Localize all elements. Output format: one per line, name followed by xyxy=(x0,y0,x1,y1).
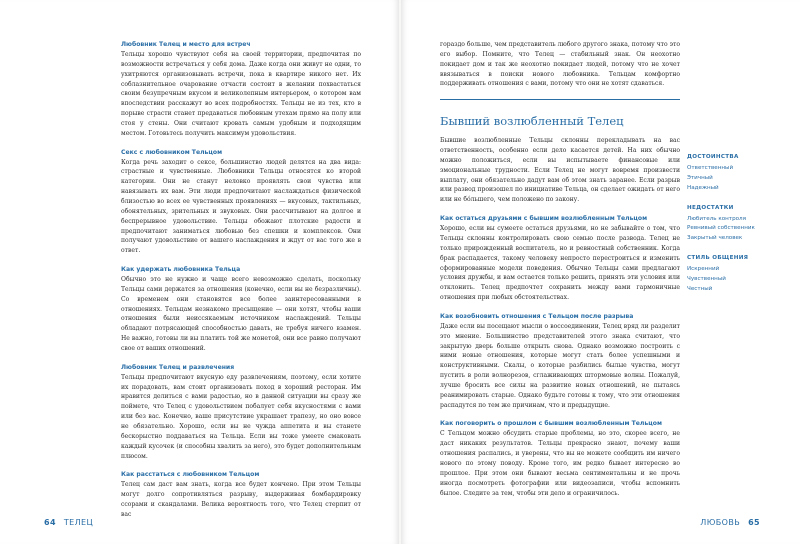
right-text-column xyxy=(440,40,680,498)
left-text-column xyxy=(121,40,361,520)
title-divider xyxy=(440,99,680,100)
section-sex xyxy=(121,148,361,256)
section-past xyxy=(440,419,680,498)
section-renew xyxy=(440,312,680,411)
section-text: Тельцы предпочитают вкусную еду развлечениям, поэтому, если хотите их порадовать, вам стоит организовать поход в хороший ресторан. Им нравится делиться с вами радостью, но в данной ситуации вы сразу же поймете, что Телец с удовольствием побалует себя вкусностями с вами или без вас. Конечно, ваше присутствие украшает трапезу, но оно вовсе не обязательно. Хорошо, если вы не чужда аппетита и вы станете бескорыстно поддаваться на Тельца. Если вы тоже умеете смаковать каждый кусочек (и способны хвалить за него), это будет дополнительным плюсом. xyxy=(121,373,361,460)
page-title: Бывший возлюбленный Телец xyxy=(440,114,624,129)
section-heading: Секс с любовником Тельцом xyxy=(121,148,223,156)
sidebar-item: Ответственный xyxy=(687,164,734,171)
section-heading: Любовник Телец и место для встреч xyxy=(121,41,251,48)
sidebar-heading: НЕДОСТАТКИ xyxy=(687,204,734,211)
section-text: Тельцы хорошо чувствуют себя на своей территории, предпочитая по возможности встречаться у себя дома. Даже когда они живут не одни, то ухитряются организовывать встречи, пока в квартире никого нет. Их соблазнительное очарование отчасти состоит в желании похвастаться своим безупречным вкусом и великолепным интерьером, о котором вам впоследствии расскажут во всех подробностях. Тельцы не из тех, кто в порыве страсти станет предаваться любовным утехам прямо на полу или стоя у стены. Они считают кровать самым удобным и подходящим местом. Готовьтесь получить максимум удовольствия. xyxy=(121,51,361,137)
section-text: С Тельцом можно обсудить старые проблемы, но это, скорее всего, не даст никаких результатов. Тельцы прекрасно знают, почему ваши отношения распались, и уверены, что вы не можете сообщить им ничего нового по этому поводу. Кроме того, им редко бывает интересно во прошлое. При этом они бывают весьма сентиментальны и не прочь иногда посмотреть фотографии или видеозаписи, чтобы вспомнить былое. Следите за тем, чтобы эти дело и ограничилось. xyxy=(440,430,680,497)
section-heading: Как расстаться с любовником Тельцом xyxy=(121,471,260,479)
left-footer xyxy=(44,518,93,527)
sidebar-item: Ревнивый собственник xyxy=(687,225,755,232)
section-text: Когда речь заходит о сексе, большинство людей делятся на два вида: страстные и чувственные. Любовники Тельцы относятся ко второй категории. Они не станут неловко проявлять свои чувства или навязывать их вам. Эти люди предпочитают наслаждаться физической близостью во всех ее чувственных проявлениях — вкусовых, тактильных, обонятельных, зрительных и звуковых. Они рассчитывают на долгое и беспрерывное удовольствие. Тельцы обожают плотские радости и предпочитают заниматься любовью без спешки и комплексов. Они получают удовольствие от вашего наслаждения и ждут от вас того же в ответ. xyxy=(121,158,361,255)
sidebar-item: Любитель контроля xyxy=(687,215,746,222)
sidebar-item: Честный xyxy=(687,285,713,292)
running-title: ЛЮБОВЬ xyxy=(700,518,741,527)
right-page xyxy=(401,0,800,544)
sidebar-group-communication xyxy=(687,254,777,295)
sidebar-group-strengths xyxy=(687,153,777,194)
continued-text: гораздо больше, чем представитель любого другого знака, потому что это его выбор. Помните, что Телец — стабильный знак. Он неохотно покидает дом и так же неохотно покидает людей, потому что не хочет ввязываться в поиски нового любовника. Тельцам комфортно поддерживать отношения с вами, потому что они не хотят сдаваться. xyxy=(440,41,680,88)
page-number: 64 xyxy=(44,518,56,527)
sidebar-item: Этичный xyxy=(687,174,713,181)
section-heading: Любовник Телец и развлечения xyxy=(121,363,235,371)
section-text: Хорошо, если вы сумеете остаться друзьями, но не забывайте о том, что Тельцы склонны контролировать свою семью после развода. Телец не только прирожденный воспитатель, но и ревностный собственник. Когда брак распадается, такому человеку непросто перестроиться и изменить сформированные модели поведения. Обычно Тельцы сами предлагают условия дружбы, и вам остается только решить, принять эти условия или отклонить. Телец предпочтет сохранить между вами гармоничные отношения при любых обстоятельствах. xyxy=(440,225,680,302)
right-footer xyxy=(700,518,760,527)
running-title: ТЕЛЕЦ xyxy=(63,518,94,527)
sidebar-heading: СТИЛЬ ОБЩЕНИЯ xyxy=(687,255,749,262)
section-breakup xyxy=(121,470,361,519)
sidebar-item: Надежный xyxy=(687,184,719,191)
section-meeting-place xyxy=(121,40,361,139)
sidebar-item: Закрытый человек xyxy=(687,235,743,242)
sidebar-group-weaknesses xyxy=(687,204,777,245)
section-heading: Как удержать любовника Тельца xyxy=(121,266,241,274)
section-heading: Как поговорить о прошлом с бывшим возлюбленным Тельцом xyxy=(440,420,662,428)
section-entertainment xyxy=(121,363,361,462)
section-text: Обычно это не нужно и чаще всего невозможно сделать, поскольку Тельцы сами держатся за отношения (конечно, если вы не безразличны). Со временем они становятся все более заинтересованными в отношениях. Тельцам незнакомо пресыщение — они хотят, чтобы ваши отношения были неиссякаемым источником наслаждений. Тельцы обладают потрясающей способностью давать, не требуя ничего взамен. Не важно, готовы ли вы платить той же монетой, они все равно получают свое от ваших отношений. xyxy=(121,276,361,352)
title-text: Бывшие возлюбленные Тельцы склонны перекладывать на вас ответственность, особенно если дело касается детей. На них обычно можно положиться, если вы испытываете финансовые или эмоциональные трудности. Если Телец не могут вовремя произвести выплату, они обязательно дадут вам об этом знать заранее. Если разрыв или развод произошел по инициативе Тельца, он сделает ожидать от него или не бо́льшего, чем положено по закону. xyxy=(440,137,680,204)
section-heading: Как возобновить отношения с Тельцом после разрыва xyxy=(440,312,634,320)
sidebar-item: Чувственный xyxy=(687,276,726,283)
sidebar-heading: ДОСТОИНСТВА xyxy=(687,154,739,160)
sidebar-item: Искренний xyxy=(687,266,720,273)
section-heading: Как остаться друзьями с бывшим возлюбленным Тельцом xyxy=(440,215,648,223)
section-text: Даже если вы посещают мысли о воссоединении, Телец вряд ли разделит это мнение. Большинство представителей этого знака считают, что закрытую дверь больше открыть снова. Однако возможно построить с ними новые отношения, которые могут стать более успешными и конструктивными. Скалы, о которые разбились былые чувства, могут пустить в роли волнорезов, сглаживающих штормовые волны. Пожалуй, лучше бросить все силы на развитие новых отношений, не пытаясь реанимировать старые. Однако будьте готовы к тому, что эти отношения распадутся по тем же причинам, что и предыдущие. xyxy=(440,322,680,409)
left-page xyxy=(0,0,399,544)
traits-sidebar xyxy=(687,153,777,305)
section-stay-friends xyxy=(440,214,680,303)
page-number: 65 xyxy=(748,518,760,527)
section-text: Телец сам даст вам знать, когда все будет кончено. При этом Тельцы могут долго сопротивляться разрыву, выдерживая бомбардировку ссорами и скандалами. Велика вероятность того, что Телец стерпит от вас xyxy=(121,481,361,518)
section-keep xyxy=(121,265,361,354)
